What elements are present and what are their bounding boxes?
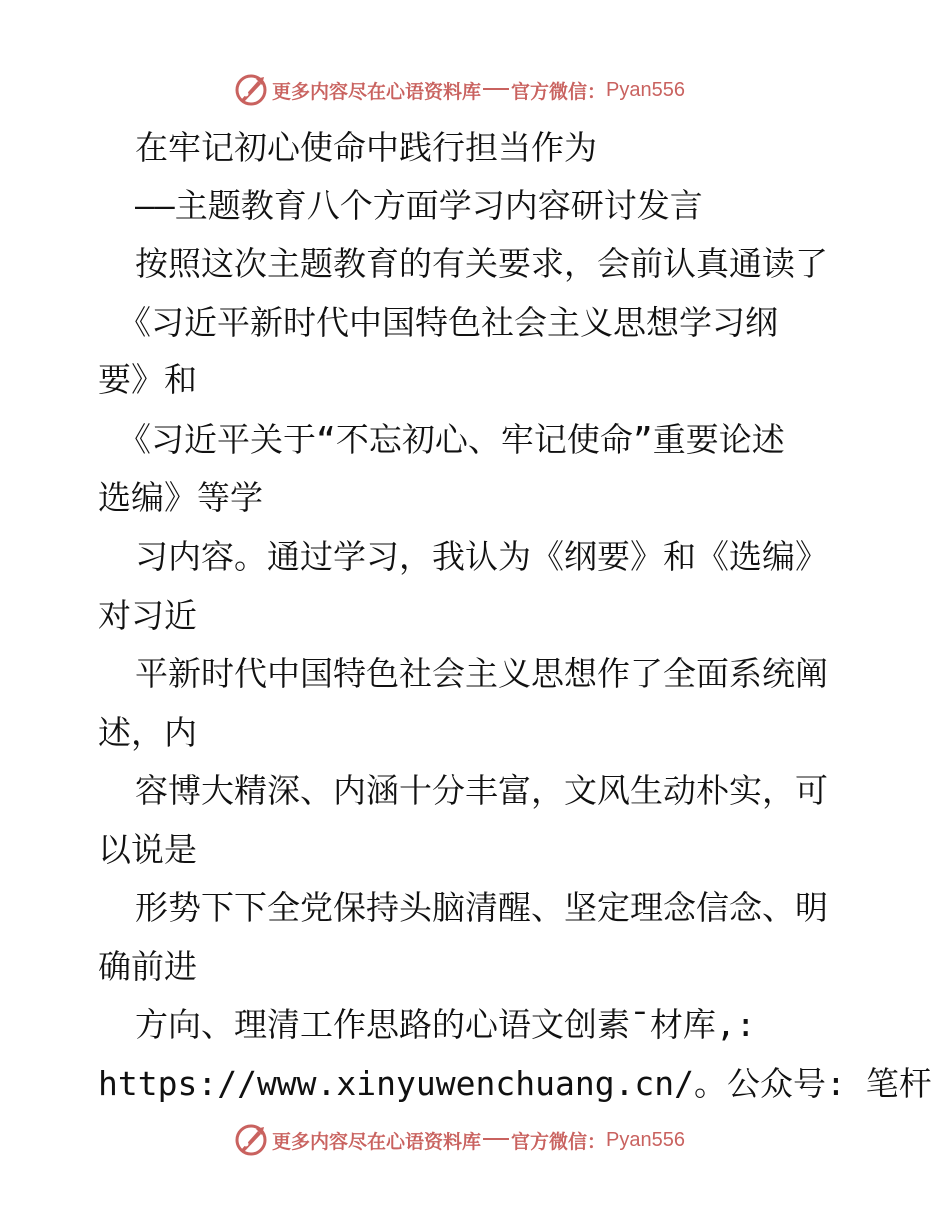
text-line: 形势下下全党保持头脑清醒、坚定理念信念、明 xyxy=(135,888,828,927)
watermark-brand-text: 更多内容尽在心语资料库 xyxy=(272,80,482,103)
text-line: 要》和 xyxy=(98,360,197,399)
text-line: 选编》等学 xyxy=(98,478,263,517)
text-line: 按照这次主题教育的有关要求，会前认真通读了 xyxy=(135,244,828,283)
watermark-banner-top xyxy=(234,70,734,110)
text-line: 述，内 xyxy=(98,713,197,752)
document-title: 在牢记初心使命中践行担当作为 xyxy=(135,128,597,167)
watermark-dash xyxy=(483,88,509,90)
watermark-wechat-id: Pyan556 xyxy=(606,78,685,101)
text-line: 以说是 xyxy=(98,830,197,869)
document-subtitle: ——主题教育八个方面学习内容研讨发言 xyxy=(135,186,703,225)
text-line: 平新时代中国特色社会主义思想作了全面系统阐 xyxy=(135,654,828,693)
watermark-wechat-id: Pyan556 xyxy=(606,1128,685,1151)
text-line: 对习近 xyxy=(98,596,197,635)
text-line: 习内容。通过学习，我认为《纲要》和《选编》 xyxy=(135,537,828,576)
text-line: 《习近平关于“不忘初心、牢记使命”重要论述 xyxy=(118,420,785,459)
text-line-url: https://www.xinyuwenchuang.cn/。公众号: 笔杆 xyxy=(98,1064,932,1103)
quill-seal-logo-icon xyxy=(234,73,268,107)
text-line: 确前进 xyxy=(98,947,197,986)
text-line: 容博大精深、内涵十分丰富，文风生动朴实，可 xyxy=(135,771,828,810)
quill-seal-logo-icon xyxy=(234,1123,268,1157)
text-line: 《习近平新时代中国特色社会主义思想学习纲 xyxy=(118,303,778,342)
watermark-dash xyxy=(483,1138,509,1140)
watermark-sub-text: 官方微信： xyxy=(511,1130,607,1153)
watermark-brand-text: 更多内容尽在心语资料库 xyxy=(272,1130,482,1153)
watermark-banner-bottom xyxy=(234,1120,734,1160)
text-line: 方向、理清工作思路的心语文创素¯材库,: xyxy=(135,1005,756,1044)
watermark-sub-text: 官方微信： xyxy=(511,80,607,103)
